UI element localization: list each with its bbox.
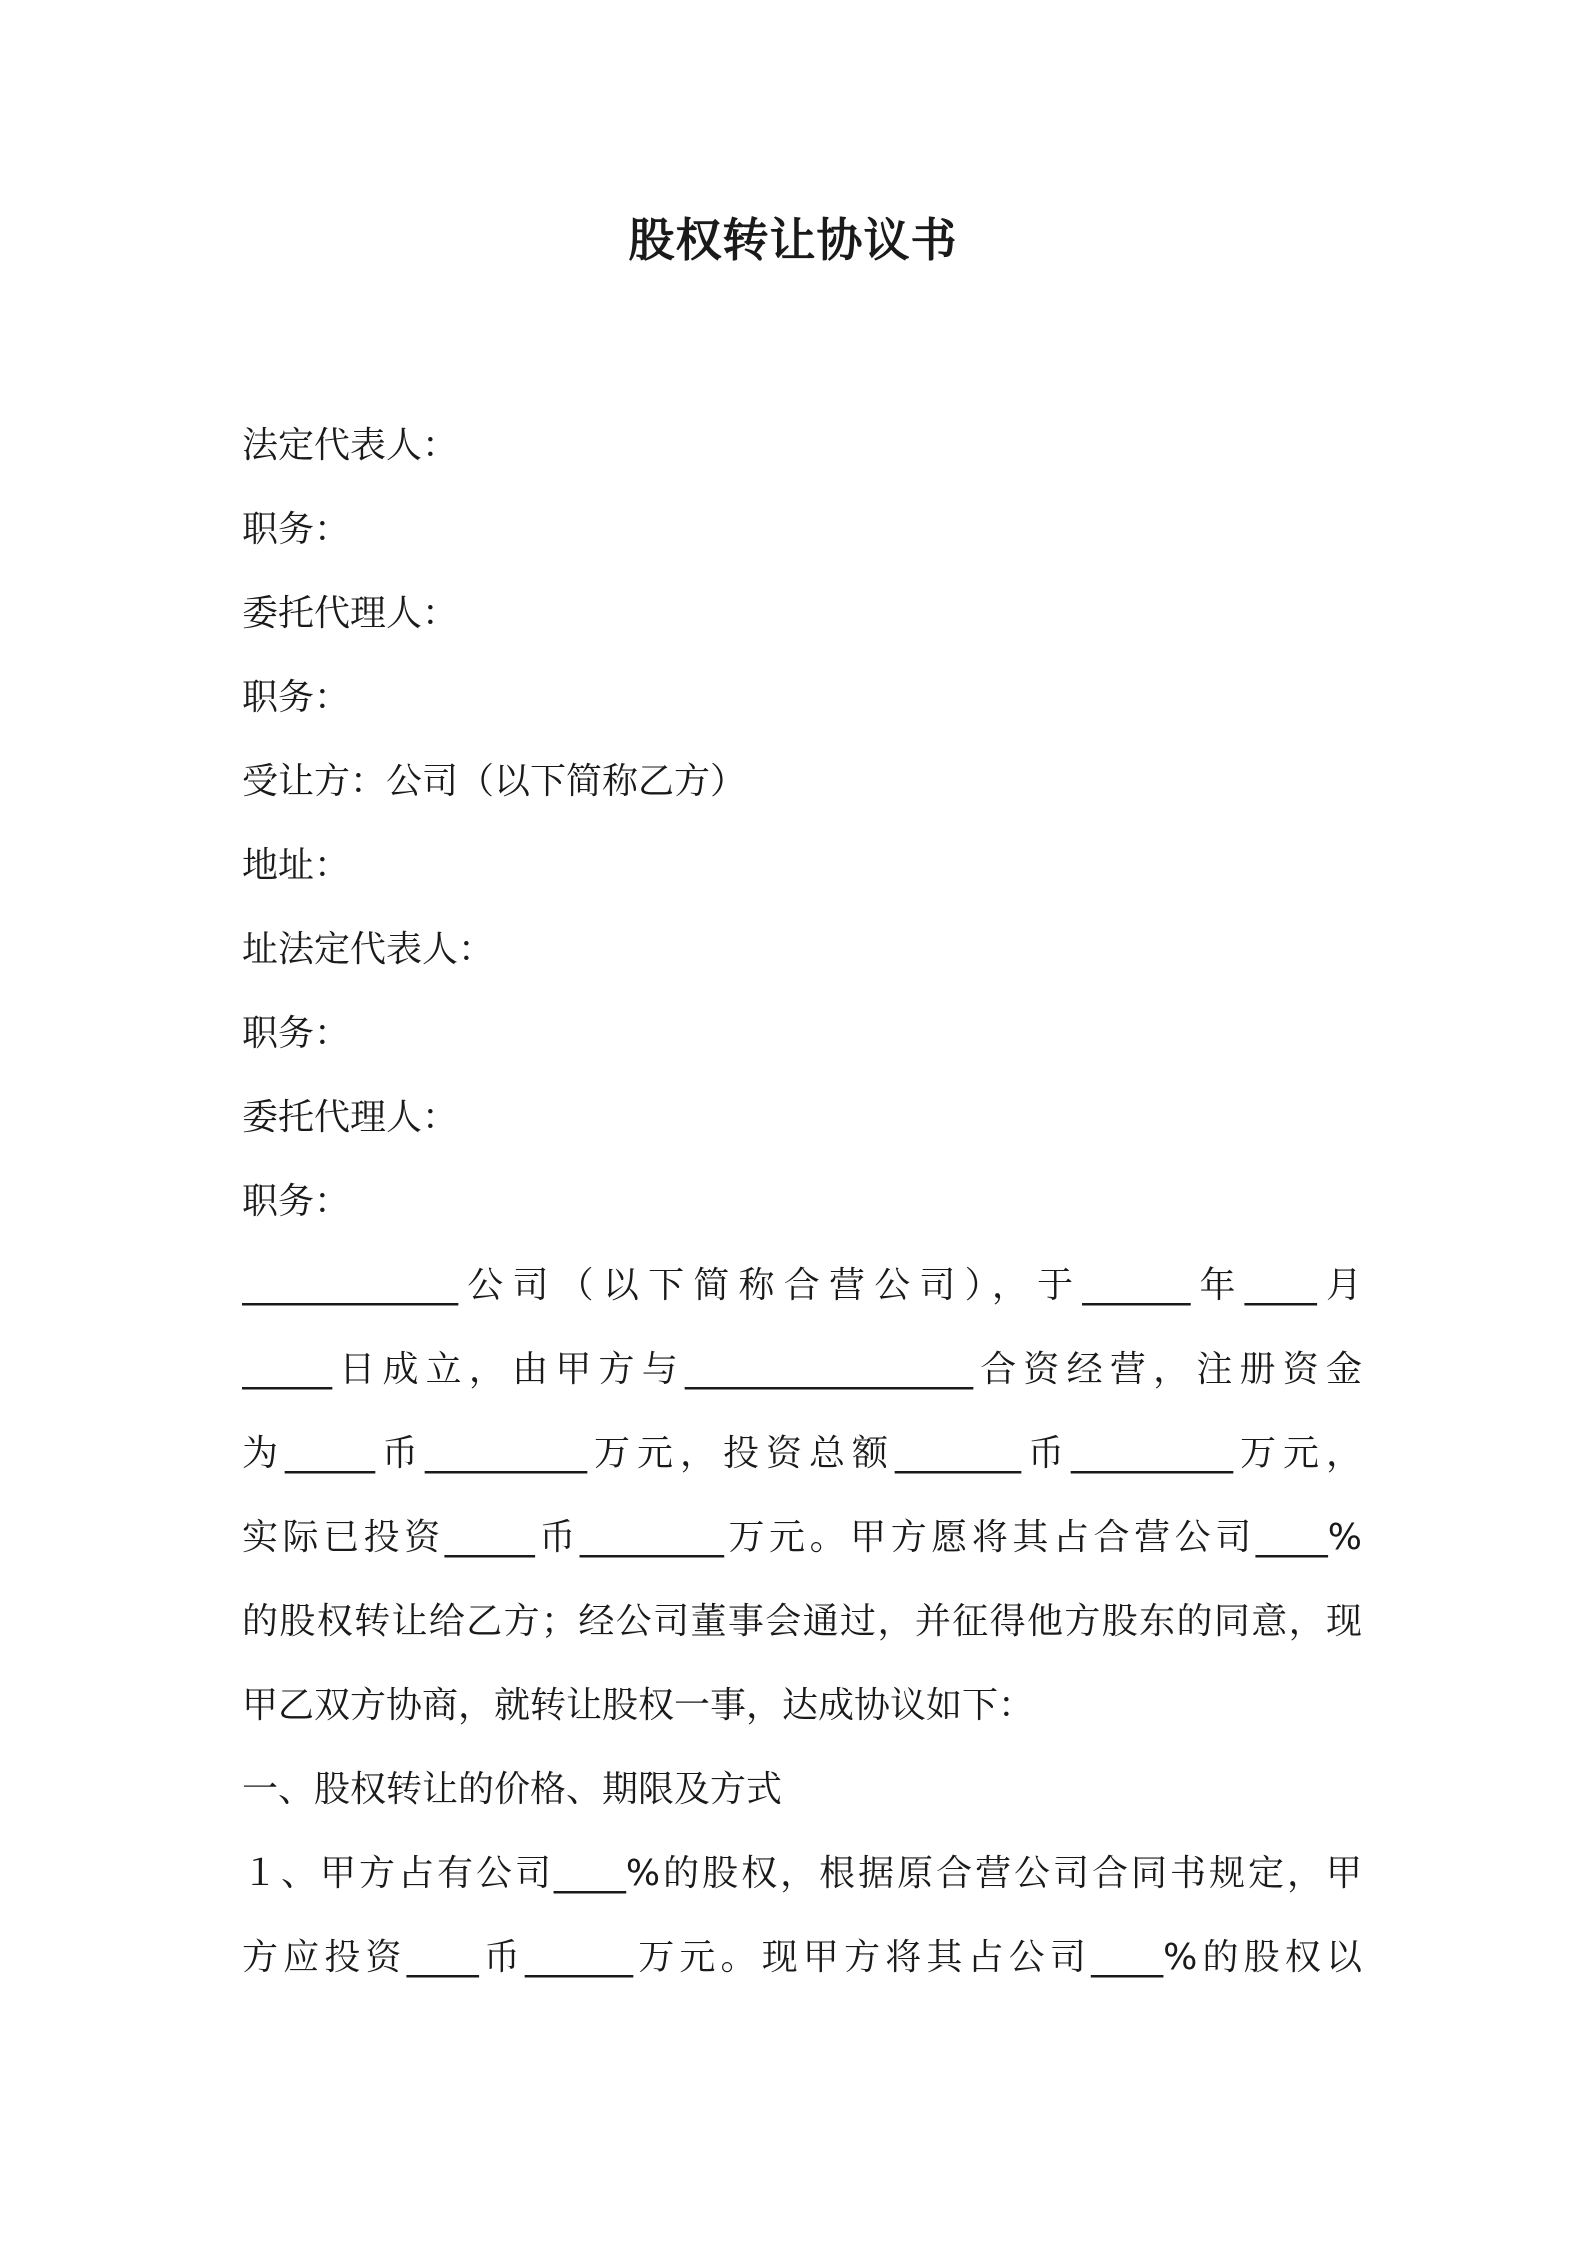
party-b-field-agent-position: 职务：: [242, 1181, 351, 1222]
party-b-field-address: 地址：: [242, 845, 351, 886]
party-a-field-legal-rep: 法定代表人：: [242, 425, 459, 466]
preamble-line: ____________公司（以下简称合营公司），于______年____月: [242, 1265, 1362, 1306]
party-a-field-agent: 委托代理人：: [242, 593, 459, 634]
party-a-field-agent-position: 职务：: [242, 677, 351, 718]
clause-1-line: 方应投资____币______万元。现甲方将其占公司____%的股权以: [242, 1937, 1362, 1978]
preamble-line: 为_____币_________万元，投资总额_______币_________万元，: [242, 1433, 1362, 1474]
preamble-line: 甲乙双方协商，就转让股权一事，达成协议如下：: [242, 1685, 1035, 1726]
document-title: 股权转让协议书: [628, 213, 958, 267]
preamble-line: _____日成立，由甲方与________________合资经营，注册资金: [242, 1349, 1362, 1390]
section-1-heading: 一、股权转让的价格、期限及方式: [242, 1769, 783, 1810]
preamble-line: 的股权转让给乙方；经公司董事会通过，并征得他方股东的同意，现: [242, 1601, 1362, 1642]
party-b-field-position: 职务：: [242, 1013, 351, 1054]
preamble-line: 实际已投资_____币________万元。甲方愿将其占合营公司____%: [242, 1517, 1362, 1558]
clause-1-line: １、甲方占有公司____%的股权，根据原合营公司合同书规定，甲: [242, 1853, 1362, 1894]
party-b-field-agent: 委托代理人：: [242, 1097, 459, 1138]
party-b-field-legal-rep: 址法定代表人：: [242, 929, 495, 970]
document-body: [242, 404, 1362, 2000]
party-a-field-position: 职务：: [242, 509, 351, 550]
party-b-intro: 受让方：公司（以下简称乙方）: [242, 761, 747, 802]
